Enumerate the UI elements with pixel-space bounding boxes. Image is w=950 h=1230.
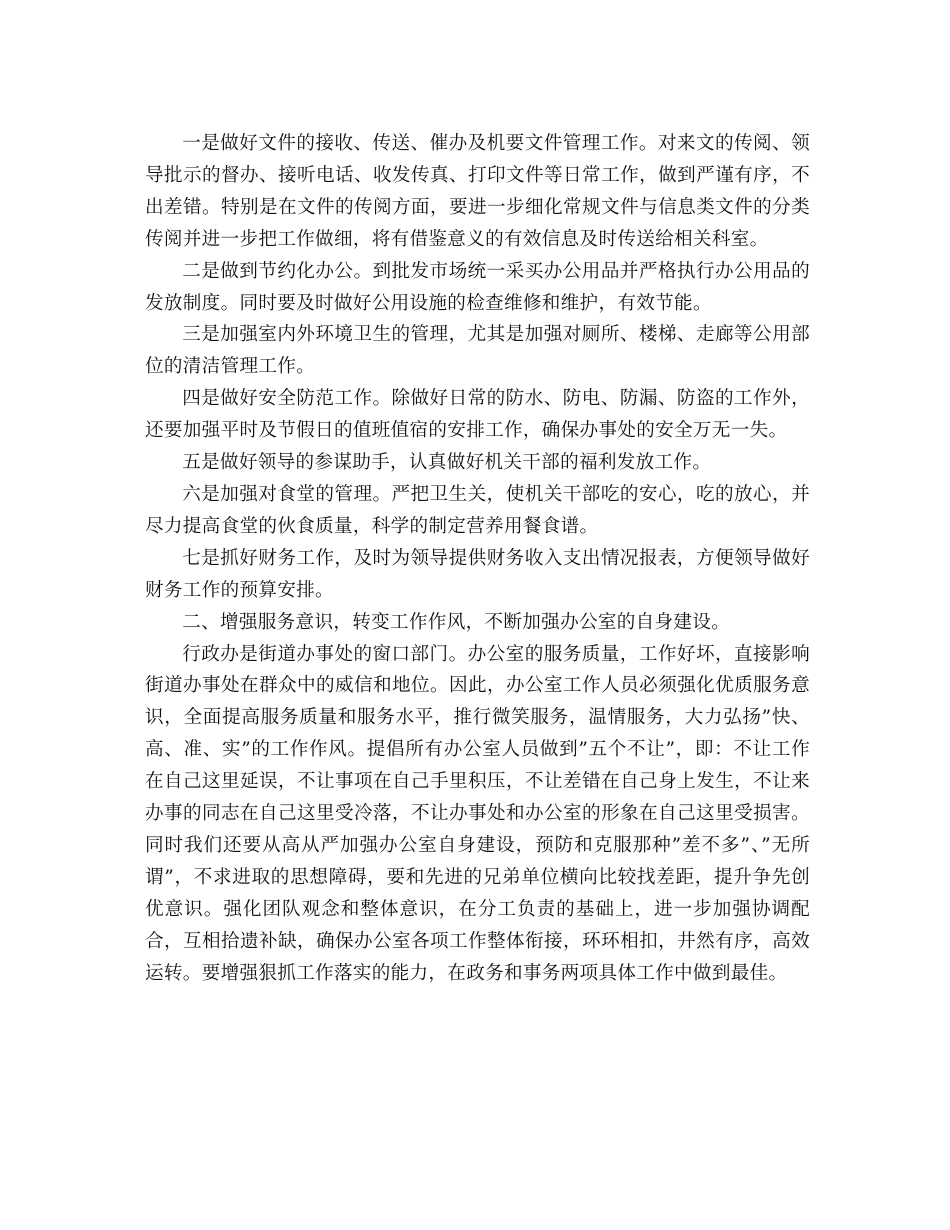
paragraph-2: 二是做到节约化办公。到批发市场统一采买办公用品并严格执行办公用品的发放制度。同时要及时做好公用设施的检查维修和维护，有效节能。 bbox=[145, 260, 810, 314]
paragraph-5: 五是做好领导的参谋助手，认真做好机关干部的福利发放工作。 bbox=[182, 452, 712, 474]
paragraph-7: 七是抓好财务工作，及时为领导提供财务收入支出情况报表，方便领导做好财务工作的预算安排。 bbox=[145, 547, 810, 601]
paragraph-3: 三是加强室内外环境卫生的管理，尤其是加强对厕所、楼梯、走廊等公用部位的清洁管理工作。 bbox=[145, 324, 810, 378]
paragraph-4: 四是做好安全防范工作。除做好日常的防水、防电、防漏、防盗的工作外，还要加强平时及节假日的值班值宿的安排工作，确保办事处的安全万无一失。 bbox=[145, 388, 810, 442]
paragraph-6: 六是加强对食堂的管理。严把卫生关，使机关干部吃的安心，吃的放心，并尽力提高食堂的伙食质量，科学的制定营养用餐食谱。 bbox=[145, 483, 810, 537]
paragraph-9: 行政办是街道办事处的窗口部门。办公室的服务质量，工作好坏，直接影响街道办事处在群众中的威信和地位。因此，办公室工作人员必须强化优质服务意识，全面提高服务质量和服务水平，推行微笑服务，温情服务，大力弘扬”快、高、准、实”的工作作风。提倡所有办公室人员做到”五个不让”，即：不让工作在自己这里延误，不让事项在自己手里积压，不让差错在自己身上发生，不让来办事的同志在自己这里受冷落，不让办事处和办公室的形象在自己这里受损害。同时我们还要从高从严加强办公室自身建设，预防和克服那种”差不多”、”无所谓”，不求进取的思想障碍，要和先进的兄弟单位横向比较找差距，提升争先创优意识。强化团队观念和整体意识，在分工负责的基础上，进一步加强协调配合，互相拾遗补缺，确保办公室各项工作整体衔接，环环相扣，井然有序，高效运转。要增强狠抓工作落实的能力，在政务和事务两项具体工作中做到最佳。 bbox=[145, 643, 810, 984]
paragraph-1: 一是做好文件的接收、传送、催办及机要文件管理工作。对来文的传阅、领导批示的督办、接听电话、收发传真、打印文件等日常工作，做到严谨有序，不出差错。特别是在文件的传阅方面，要进一步细化常规文件与信息类文件的分类传阅并进一步把工作做细，将有借鉴意义的有效信息及时传送给相关科室。 bbox=[145, 133, 810, 250]
section-heading: 二、增强服务意识，转变工作作风，不断加强办公室的自身建设。 bbox=[182, 611, 731, 633]
document-body bbox=[145, 128, 810, 989]
